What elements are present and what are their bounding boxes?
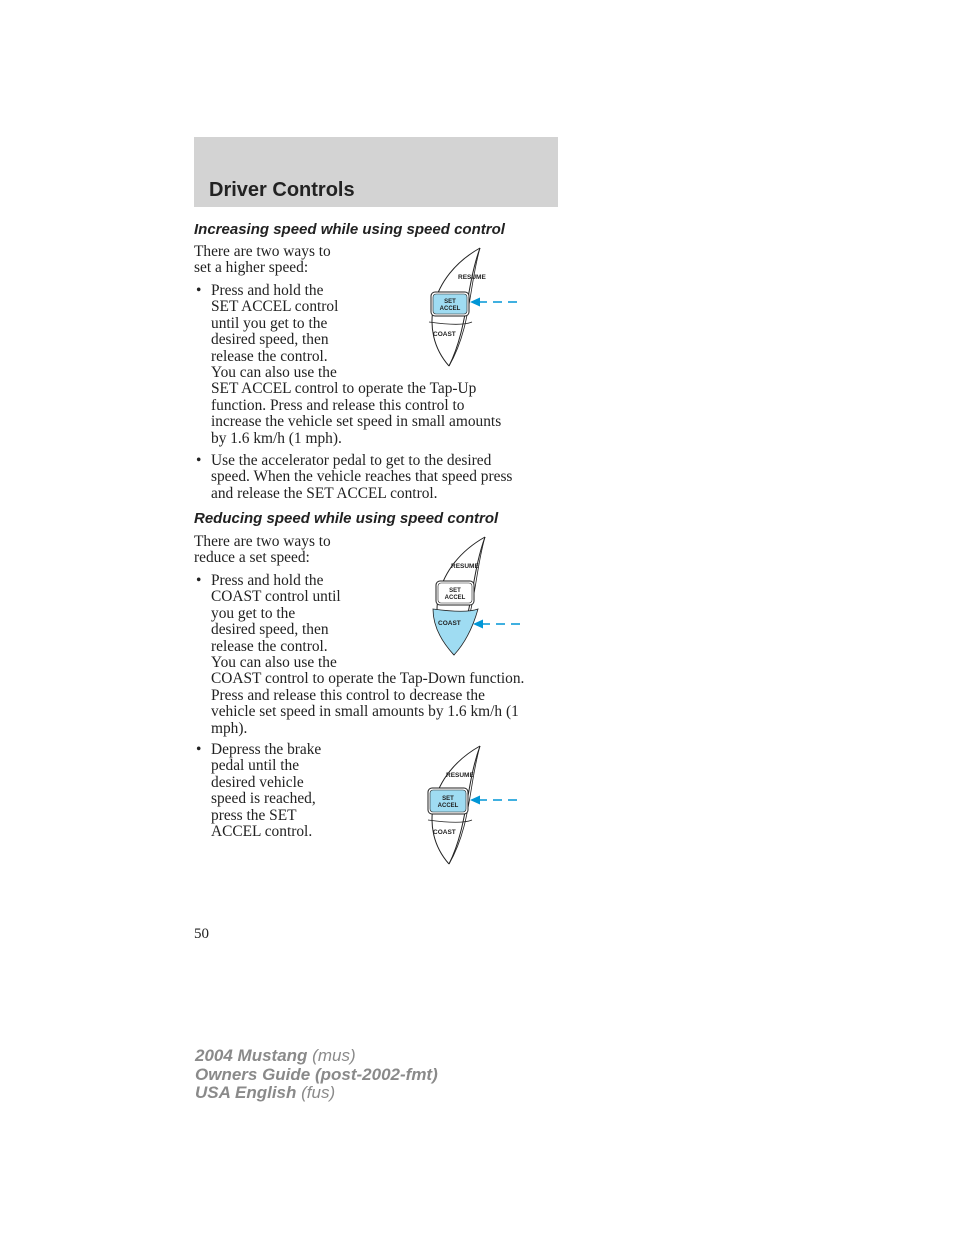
bullet-marker: • xyxy=(196,572,202,589)
section1-intro: There are two ways to set a higher speed: xyxy=(194,243,331,277)
coast-label: COAST xyxy=(438,620,461,627)
bullet-marker: • xyxy=(196,741,202,758)
section2-bullet-1: Press and hold the COAST control until you get to the desired speed, then release the control. You can also use the COAST control to operate the Tap-Down function. Press and release this control to decrease the vehicle set speed in small amounts by 1.6 km/h (1 mph). xyxy=(211,572,525,737)
resume-label: RESUME xyxy=(451,563,479,570)
section-heading-increasing: Increasing speed while using speed control xyxy=(194,221,505,238)
coast-highlight xyxy=(433,609,478,655)
pointer-arrow-head xyxy=(470,298,480,307)
section-heading-reducing: Reducing speed while using speed control xyxy=(194,510,499,527)
footer-line-3: USA English (fus) xyxy=(195,1083,336,1102)
section2-intro: There are two ways to reduce a set speed: xyxy=(194,533,331,567)
pointer-arrow-head xyxy=(470,796,480,805)
page-number: 50 xyxy=(194,926,209,942)
coast-label: COAST xyxy=(433,829,456,836)
accel-label: ACCEL xyxy=(444,595,466,601)
section1-bullet-2: Use the accelerator pedal to get to the desired speed. When the vehicle reaches that speed press and release the SET ACCEL control. xyxy=(211,452,513,502)
bullet-marker: • xyxy=(196,452,202,469)
bullet-marker: • xyxy=(196,282,202,299)
speed-control-figure-coast xyxy=(425,535,535,657)
accel-label: ACCEL xyxy=(437,803,459,809)
set-label: SET xyxy=(444,299,456,305)
speed-control-figure-set-accel-2 xyxy=(420,744,530,866)
resume-label: RESUME xyxy=(446,772,474,779)
section2-bullet-2: Depress the brake pedal until the desired vehicle speed is reached, press the SET ACCEL control. xyxy=(211,741,322,841)
document-footer xyxy=(195,1047,438,1103)
footer-line-2: Owners Guide (post-2002-fmt) xyxy=(195,1064,438,1084)
header-band xyxy=(194,137,558,207)
resume-label: RESUME xyxy=(458,274,486,281)
section1-bullet-1: Press and hold the SET ACCEL control until you get to the desired speed, then release the control. You can also use the SET ACCEL control to operate the Tap-Up function. Press and release this control to increase the vehicle set speed in small amounts by 1.6 km/h (1 mph). xyxy=(211,282,502,447)
set-label: SET xyxy=(442,796,454,802)
coast-label: COAST xyxy=(433,331,456,338)
accel-label: ACCEL xyxy=(439,306,461,312)
footer-line-1: 2004 Mustang (mus) xyxy=(195,1046,356,1065)
page-title: Driver Controls xyxy=(209,179,355,201)
set-label: SET xyxy=(449,588,461,594)
speed-control-figure-set-accel xyxy=(420,246,530,368)
